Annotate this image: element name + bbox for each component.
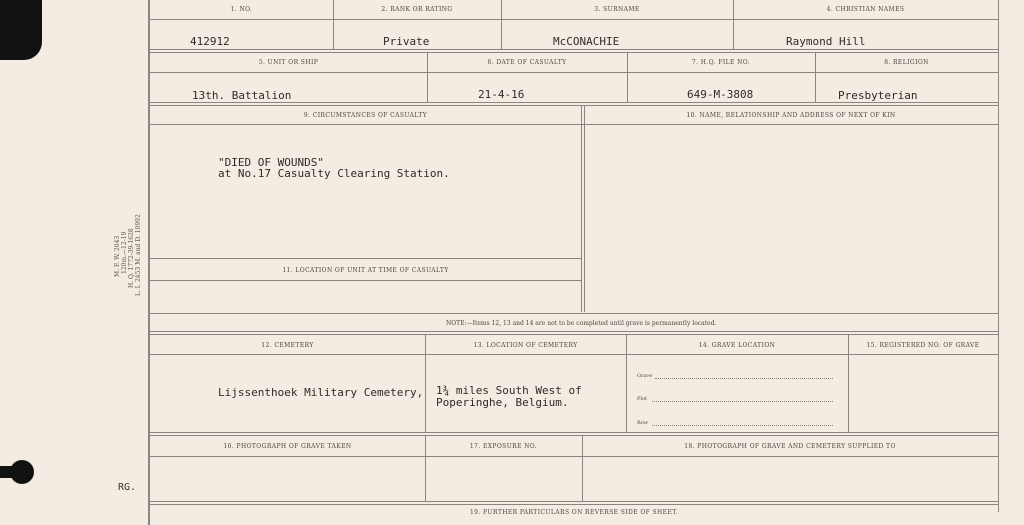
label-next-of-kin: 10. NAME, RELATIONSHIP AND ADDRESS OF NEXT OF KIN bbox=[686, 112, 896, 119]
label-no: 1. NO. bbox=[230, 6, 253, 13]
row16-bottom-line bbox=[150, 501, 998, 505]
label-rank: 2. RANK OR RATING bbox=[381, 6, 453, 13]
plot-label: Plot bbox=[637, 396, 647, 402]
row1-header-line bbox=[150, 19, 998, 20]
row-label: Row bbox=[637, 420, 649, 426]
row12-divider-3 bbox=[848, 335, 849, 433]
side-print-line1: M. F. W. 2043 bbox=[114, 235, 121, 277]
label-photo-supplied: 18. PHOTOGRAPH OF GRAVE AND CEMETERY SUPPLIED TO bbox=[684, 443, 896, 450]
row12-bottom-line bbox=[150, 432, 998, 436]
rg-mark: RG. bbox=[118, 482, 137, 493]
row2-header-line bbox=[150, 72, 998, 73]
row16-header-line bbox=[150, 456, 998, 457]
row2-bottom-line bbox=[150, 102, 998, 106]
note-bottom-line bbox=[150, 331, 998, 335]
row12-divider-2 bbox=[626, 335, 627, 433]
label-surname: 3. SURNAME bbox=[594, 6, 640, 13]
value-circumstances-line2: at No.17 Casualty Clearing Station. bbox=[218, 167, 450, 180]
label-circumstances: 9. CIRCUMSTANCES OF CASUALTY bbox=[303, 112, 428, 119]
value-cemetery: Lijssenthoek Military Cemetery, bbox=[218, 386, 424, 399]
row11-top-line bbox=[150, 258, 581, 259]
value-hq-file: 649-M-3808 bbox=[687, 88, 754, 101]
row3-divider bbox=[581, 105, 582, 312]
label-date-of-casualty: 6. DATE OF CASUALTY bbox=[487, 59, 567, 66]
value-surname: McCONACHIE bbox=[553, 35, 620, 48]
grave-dotted-line bbox=[655, 378, 833, 379]
card-right-border bbox=[998, 0, 999, 512]
row11-header-line bbox=[150, 280, 581, 281]
value-unit: 13th. Battalion bbox=[192, 89, 292, 102]
value-location-of-cemetery-line1: 1¾ miles South West of bbox=[436, 384, 582, 397]
label-grave-location: 14. GRAVE LOCATION bbox=[698, 342, 776, 349]
value-no: 412912 bbox=[190, 35, 230, 48]
label-christian-names: 4. CHRISTIAN NAMES bbox=[826, 6, 905, 13]
label-hq-file: 7. H.Q. FILE NO. bbox=[691, 59, 751, 66]
row12-header-line bbox=[150, 354, 998, 355]
label-unit: 5. UNIT OR SHIP bbox=[258, 59, 319, 66]
note-text: NOTE:—Items 12, 13 and 14 are not to be completed until grave is permanently located. bbox=[446, 320, 717, 327]
value-date-of-casualty: 21-4-16 bbox=[478, 88, 525, 101]
plot-dotted-line bbox=[652, 401, 833, 402]
value-religion: Presbyterian bbox=[838, 89, 918, 102]
note-top-line bbox=[150, 313, 998, 314]
value-location-of-cemetery-line2: Poperinghe, Belgium. bbox=[436, 396, 569, 409]
side-print-line4: L. I. 2453 M. and D. 10992 bbox=[135, 214, 142, 296]
label-location-of-cemetery: 13. LOCATION OF CEMETERY bbox=[473, 342, 578, 349]
label-location-of-unit: 11. LOCATION OF UNIT AT TIME OF CASUALTY bbox=[282, 267, 449, 274]
value-circumstances-line1: "DIED OF WOUNDS" bbox=[218, 156, 324, 169]
row1-bottom-line bbox=[150, 49, 998, 53]
label-cemetery: 12. CEMETERY bbox=[261, 342, 314, 349]
punch-hole-bottom-tab bbox=[0, 466, 14, 478]
side-print-line3: H. Q. 1772-39-1628 bbox=[128, 228, 135, 288]
row3-divider-b bbox=[584, 105, 585, 312]
value-christian-names: Raymond Hill bbox=[786, 35, 866, 48]
label-religion: 8. RELIGION bbox=[884, 59, 929, 66]
punch-hole-top bbox=[0, 0, 42, 60]
label-registered-no: 15. REGISTERED NO. OF GRAVE bbox=[866, 342, 980, 349]
row-dotted-line bbox=[652, 425, 833, 426]
row3-header-line bbox=[150, 124, 998, 125]
row12-divider-1 bbox=[425, 335, 426, 433]
grave-label: Grave bbox=[637, 373, 653, 379]
side-print-line2: 120m.—12-19 bbox=[121, 231, 128, 274]
label-exposure: 17. EXPOSURE NO. bbox=[469, 443, 538, 450]
label-further-particulars: 19. FURTHER PARTICULARS ON REVERSE SIDE OF SHEET. bbox=[469, 509, 679, 516]
value-rank: Private bbox=[383, 35, 430, 48]
label-photo-taken: 16. PHOTOGRAPH OF GRAVE TAKEN bbox=[223, 443, 352, 450]
